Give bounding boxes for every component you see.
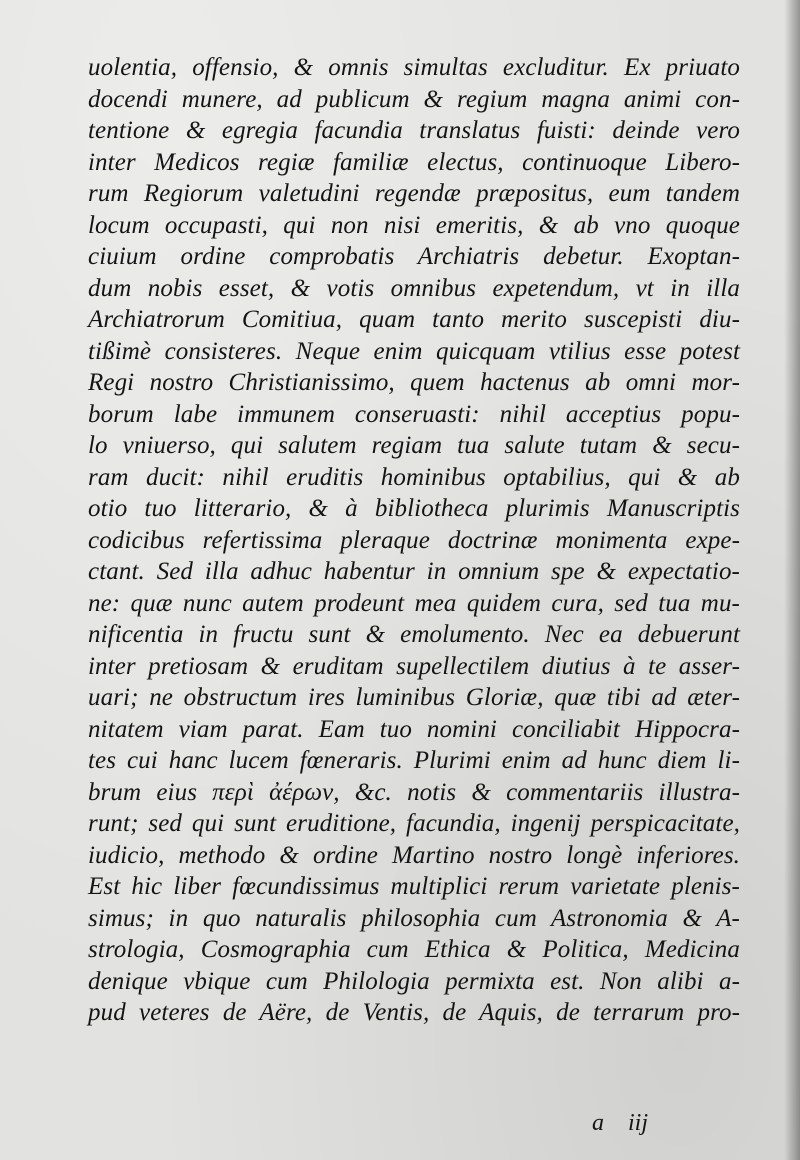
text-line: lo vniuerso, qui salutem regiam tua salute tutam & secu- xyxy=(88,432,740,459)
text-line: Regi nostro Christianissimo, quem hactenus ab omni mor- xyxy=(88,369,740,396)
text-line: pud veteres de Aëre, de Ventis, de Aquis, de terrarum pro- xyxy=(88,999,740,1026)
text-line: simus; in quo naturalis philosophia cum Astronomia & A- xyxy=(88,904,740,932)
text-line: uari; ne obstructum ires luminibus Gloriæ, quæ tibi ad æter- xyxy=(88,684,740,711)
signature-letter: a xyxy=(592,1110,604,1136)
page-edge-shadow xyxy=(784,0,800,1160)
text-line: tißimè consisteres. Neque enim quicquam vtilius esse potest xyxy=(88,337,740,365)
text-line: locum occupasti, qui non nisi emeritis, & ab vno quoque xyxy=(88,211,740,239)
signature-mark xyxy=(592,1110,672,1137)
signature-number: iij xyxy=(628,1110,649,1136)
text-line: tes cui hanc lucem fœneraris. Plurimi enim ad hunc diem li- xyxy=(88,747,740,774)
text-line: otio tuo litterario, & à bibliotheca plurimis Manuscriptis xyxy=(88,495,740,522)
text-line: ciuium ordine comprobatis Archiatris debetur. Exoptan- xyxy=(88,243,740,270)
text-line: Est hic liber fœcundissimus multiplici rerum varietate plenis- xyxy=(88,873,740,900)
text-line: nificentia in fructu sunt & emolumento. Nec ea debuerunt xyxy=(88,621,740,648)
text-line: nitatem viam parat. Eam tuo nomini conciliabit Hippocra- xyxy=(88,715,740,743)
text-line: runt; sed qui sunt eruditione, facundia, ingenij perspicacitate, xyxy=(88,810,740,837)
text-line: ne: quæ nunc autem prodeunt mea quidem cura, sed tua mu- xyxy=(88,589,740,617)
text-line: strologia, Cosmographia cum Ethica & Politica, Medicina xyxy=(88,936,740,963)
text-line: docendi munere, ad publicum & regium magna animi con- xyxy=(88,85,740,113)
text-line: iudicio, methodo & ordine Martino nostro longè inferiores. xyxy=(88,841,740,869)
text-line: ram ducit: nihil eruditis hominibus optabilius, qui & ab xyxy=(88,463,740,491)
text-line: ctant. Sed illa adhuc habentur in omnium spe & expectatio- xyxy=(88,558,740,585)
text-line: inter Medicos regiæ familiæ electus, continuoque Libero- xyxy=(88,148,740,176)
text-line: inter pretiosam & eruditam supellectilem diutius à te asser- xyxy=(88,652,740,680)
body-text xyxy=(88,52,740,1029)
text-line: tentione & egregia facundia translatus fuisti: deinde vero xyxy=(88,117,740,144)
text-line: rum Regiorum valetudini regendæ præpositus, eum tandem xyxy=(88,180,740,207)
text-line: brum eius περὶ ἀέρων, &c. notis & commentariis illustra- xyxy=(88,778,740,806)
text-line: denique vbique cum Philologia permixta est. Non alibi a- xyxy=(88,967,740,995)
text-line: dum nobis esset, & votis omnibus expetendum, vt in illa xyxy=(88,274,740,302)
text-line: Archiatrorum Comitiua, quam tanto merito suscepisti diu- xyxy=(88,306,740,333)
text-line: codicibus refertissima pleraque doctrinæ monimenta expe- xyxy=(88,526,740,554)
text-line: borum labe immunem conseruasti: nihil acceptius popu- xyxy=(88,400,740,428)
text-line: uolentia, offensio, & omnis simultas excluditur. Ex priuato xyxy=(88,54,740,81)
